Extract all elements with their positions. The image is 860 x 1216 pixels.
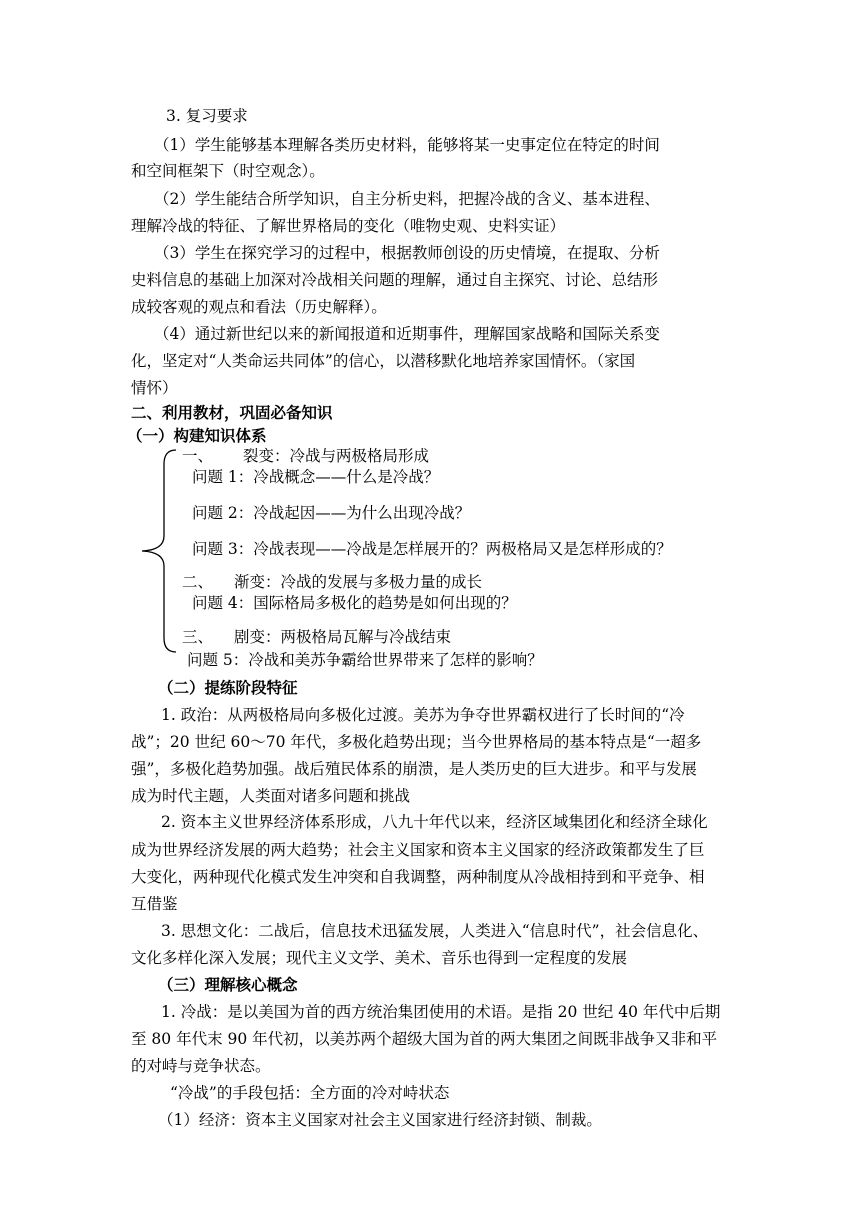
review-item-4-line-3: 情怀） <box>131 379 178 397</box>
review-item-2-line-2: 理解冷战的特征、了解世界格局的变化（唯物史观、史料实证） <box>131 217 566 235</box>
feature-1-line-2: 战”；20 世纪 60～70 年代，多极化趋势出现；当今世界格局的基本特点是“一超多 <box>131 733 702 751</box>
question-1: 问题 1：冷战概念——什么是冷战？ <box>192 468 440 486</box>
stage-features-heading: （二）提练阶段特征 <box>158 679 298 697</box>
feature-2-line-3: 大变化，两种现代化模式发生冲突和自我调整，两种制度从冷战相持到和平竞争、相 <box>131 868 705 886</box>
question-4: 问题 4：国际格局多极化的趋势是如何出现的？ <box>192 594 517 612</box>
feature-1-line-4: 成为时代主题，人类面对诸多问题和挑战 <box>131 787 411 805</box>
section-2-heading: 二、利用教材，巩固必备知识 <box>131 404 333 422</box>
stage-3-number: 三、 <box>182 628 214 646</box>
review-item-1-line-1: （1）学生能够基本理解各类历史材料，能够将某一史事定位在特定的时间 <box>154 136 660 154</box>
means-economic: （1）经济：资本主义国家对社会主义国家进行经济封锁、制裁。 <box>158 1111 602 1129</box>
stage-3-title: 剧变：两极格局瓦解与冷战结束 <box>234 628 452 646</box>
review-item-4-line-2: 化，坚定对“人类命运共同体”的信心，以潜移默化地培养家国情怀。（家国 <box>131 352 636 370</box>
stage-2-number: 二、 <box>182 573 214 591</box>
feature-3-line-2: 文化多样化深入发展；现代主义文学、美术、音乐也得到一定程度的发展 <box>131 949 628 967</box>
feature-2-line-4: 互借鉴 <box>131 895 178 913</box>
review-item-3-line-3: 成较客观的观点和看法（历史解释）。 <box>131 298 387 316</box>
stage-1-number: 一、 <box>182 447 214 465</box>
stage-2-title: 渐变：冷战的发展与多极力量的成长 <box>234 573 483 591</box>
curly-brace-icon <box>138 444 178 664</box>
concept-1-line-3: 的对峙与竞争状态。 <box>131 1057 271 1075</box>
question-5: 问题 5：冷战和美苏争霸给世界带来了怎样的影响？ <box>187 651 543 669</box>
knowledge-system-heading: （一）构建知识体系 <box>127 427 267 445</box>
concept-1-line-2: 至 80 年代末 90 年代初，以美苏两个超级大国为首的两大集团之间既非战争又非和平 <box>131 1030 718 1048</box>
core-concepts-heading: （三）理解核心概念 <box>158 976 298 994</box>
review-item-4-line-1: （4）通过新世纪以来的新闻报道和近期事件，理解国家战略和国际关系变 <box>154 325 660 343</box>
feature-1-line-3: 强”，多极化趋势加强。战后殖民体系的崩溃，是人类历史的巨大进步。和平与发展 <box>131 760 697 778</box>
feature-1-line-1: 1. 政治：从两极格局向多极化过渡。美苏为争夺世界霸权进行了长时间的“冷 <box>161 706 685 724</box>
stage-1-title: 裂变：冷战与两极格局形成 <box>243 447 430 465</box>
review-item-2-line-1: （2）学生能结合所学知识，自主分析史料，把握冷战的含义、基本进程、 <box>154 190 660 208</box>
feature-2-line-2: 成为世界经济发展的两大趋势；社会主义国家和资本主义国家的经济政策都发生了巨 <box>131 841 705 859</box>
cold-war-means: “冷战”的手段包括：全方面的冷对峙状态 <box>170 1084 450 1102</box>
feature-3-line-1: 3. 思想文化：二战后，信息技术迅猛发展，人类进入“信息时代”，社会信息化、 <box>161 922 709 940</box>
feature-2-line-1: 2. 资本主义世界经济体系形成，八九十年代以来，经济区域集团化和经济全球化 <box>161 813 708 831</box>
review-heading: 3. 复习要求 <box>166 107 248 125</box>
review-item-1-line-2: 和空间框架下（时空观念）。 <box>131 162 325 180</box>
concept-1-line-1: 1. 冷战：是以美国为首的西方统治集团使用的术语。是指 20 世纪 40 年代中后期 <box>161 1003 721 1021</box>
question-3: 问题 3：冷战表现——冷战是怎样展开的？两极格局又是怎样形成的？ <box>192 540 672 558</box>
review-item-3-line-2: 史料信息的基础上加深对冷战相关问题的理解，通过自主探究、讨论、总结形 <box>131 271 659 289</box>
review-item-3-line-1: （3）学生在探究学习的过程中，根据教师创设的历史情境，在提取、分析 <box>154 244 660 262</box>
question-2: 问题 2：冷战起因——为什么出现冷战？ <box>192 504 471 522</box>
